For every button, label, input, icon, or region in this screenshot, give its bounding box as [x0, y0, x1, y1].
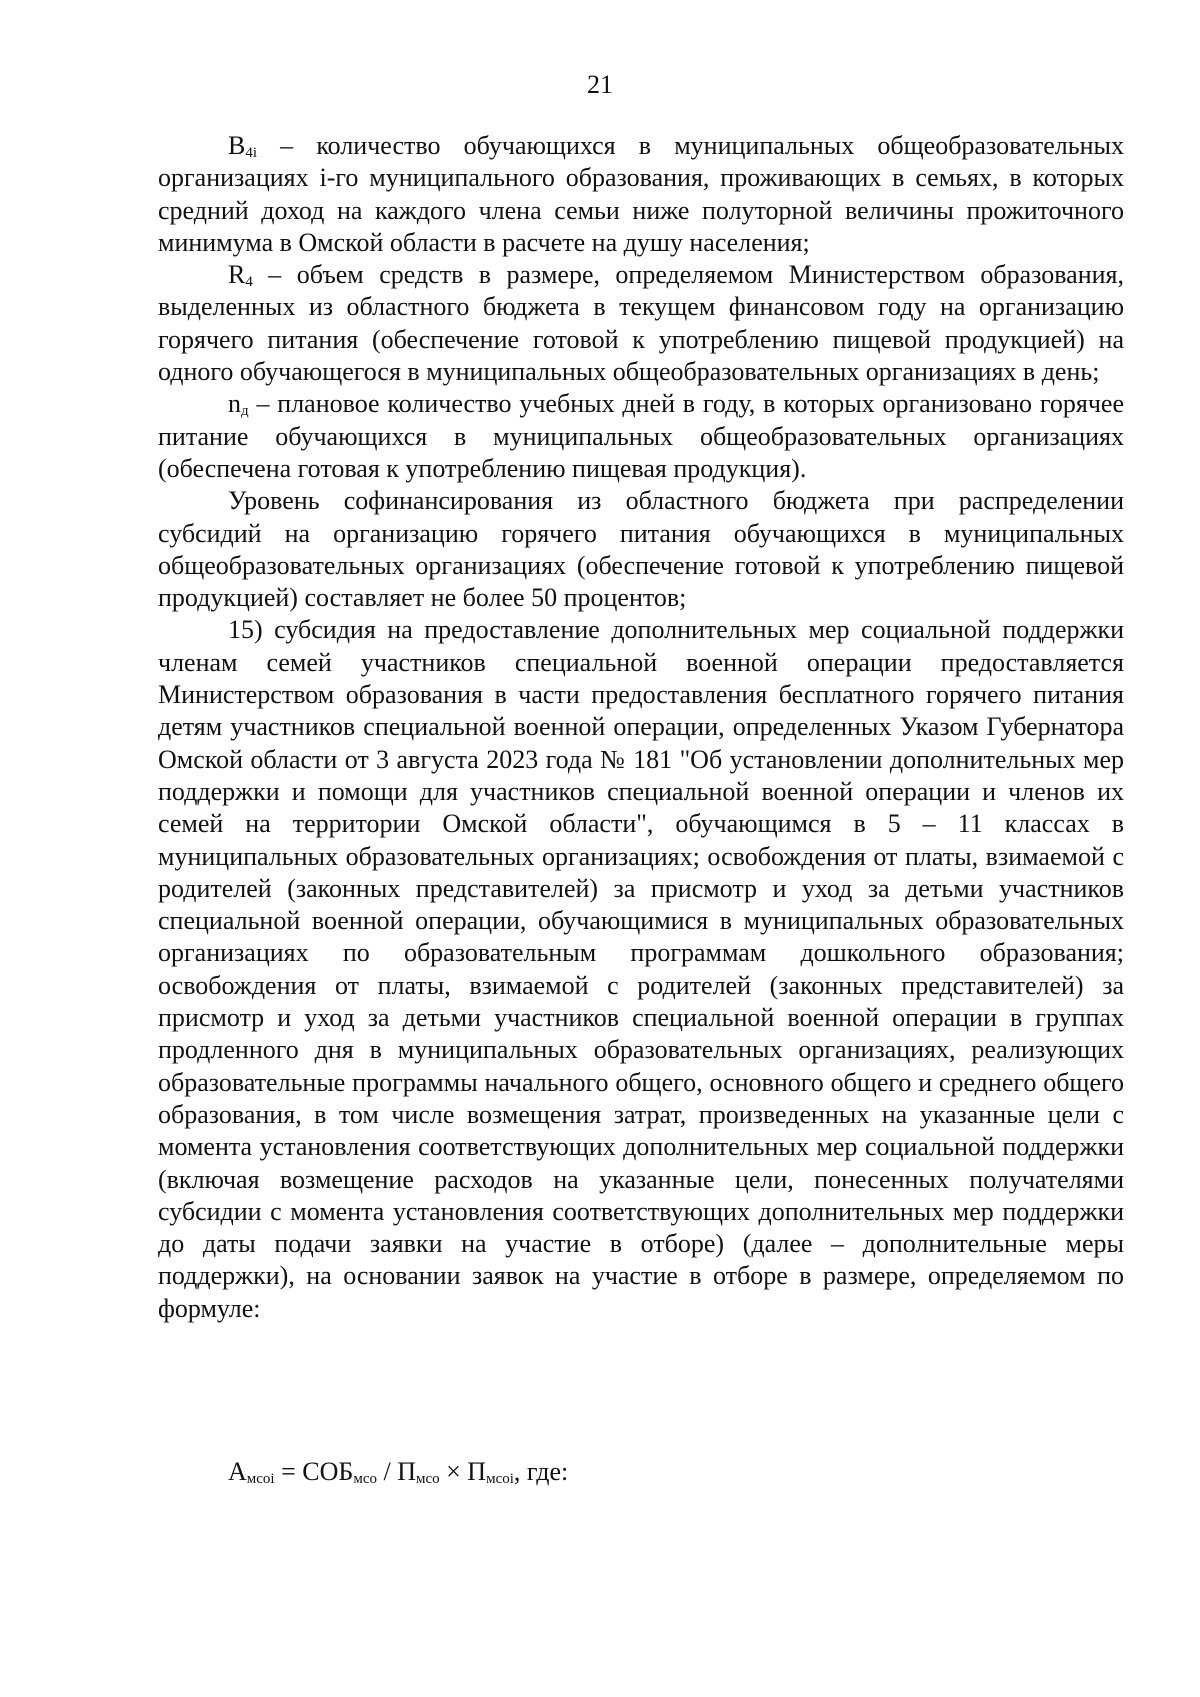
symbol-b: B: [228, 131, 246, 160]
formula-equals-sob: = СОБ: [274, 1457, 354, 1486]
formula-tail: , где:: [513, 1457, 569, 1486]
paragraph-nd-definition: [158, 388, 1124, 485]
page-number: 21: [587, 70, 613, 99]
symbol-b-subscript: 4i: [245, 145, 258, 161]
formula-p-subscript: мсо: [415, 1471, 440, 1487]
formula-a: A: [228, 1457, 247, 1486]
symbol-r-subscript: 4: [245, 274, 253, 291]
formula-divide-p: / П: [376, 1457, 416, 1486]
symbol-n: n: [228, 389, 241, 419]
formula: [228, 1456, 568, 1488]
paragraph-r4-text: – объем средств в размере, определяемом Министерством образования, выделенных из областного бюджета в текущем финансовом году на организацию горячего питания (обеспечение готовой к употреблению пищевой продукцией) на одного обучающегося в муниципальных общеобразовательных организациях в день;: [158, 260, 1124, 387]
symbol-n-subscript: д: [241, 403, 249, 420]
paragraph-r4-definition: [158, 259, 1124, 388]
formula-a-subscript: мсоi: [246, 1471, 275, 1487]
document-body: [158, 130, 1124, 1325]
paragraph-nd-text: – плановое количество учебных дней в году, в которых организовано горячее питание обучающихся в муниципальных общеобразовательных организациях (обеспечена готовая к употреблению пищевая продукция).: [158, 389, 1124, 483]
formula-multiply-p: × П: [439, 1457, 487, 1486]
formula-pi-subscript: мсоi: [486, 1471, 514, 1487]
paragraph-b4i-definition: [158, 130, 1124, 259]
formula-sob-subscript: мсо: [353, 1471, 377, 1487]
symbol-r: R: [228, 260, 246, 290]
paragraph-b4i-text: – количество обучающихся в муниципальных общеобразовательных организациях i-го муниципального образования, проживающих в семьях, в которых средний доход на каждого члена семьи ниже полуторной величины прожиточного минимума в Омской области в расчете на душу населения;: [158, 131, 1124, 257]
paragraph-item-15: 15) субсидия на предоставление дополнительных мер социальной поддержки членам семей участников специальной военной операции предоставляется Министерством образования в части предоставления бесплатного горячего питания детям участников специальной военной операции, определенных Указом Губернатора Омской области от 3 августа 2023 года № 181 "Об установлении дополнительных мер поддержки и помощи для участников специальной военной операции и членов их семей на территории Омской области", обучающимся в 5 – 11 классах в муниципальных образовательных организациях; освобождения от платы, взимаемой с родителей (законных представителей) за присмотр и уход за детьми участников специальной военной операции, обучающимися в муниципальных образовательных организациях по образовательным программам дошкольного образования; освобождения от платы, взимаемой с родителей (законных представителей) за присмотр и уход за детьми участников специальной военной операции в группах продленного дня в муниципальных образовательных организациях, реализующих образовательные программы начального общего, основного общего и среднего общего образования, в том числе возмещения затрат, произведенных на указанные цели с момента установления соответствующих дополнительных мер социальной поддержки (включая возмещение расходов на указанные цели, понесенных получателями субсидии с момента установления соответствующих дополнительных мер поддержки до даты подачи заявки на участие в отборе) (далее – дополнительные меры поддержки), на основании заявок на участие в отборе в размере, определяемом по формуле:: [158, 615, 1124, 1323]
paragraph-cofinancing: Уровень софинансирования из областного бюджета при распределении субсидий на организацию горячего питания обучающихся в муниципальных общеобразовательных организациях (обеспечение готовой к употреблению пищевой продукцией) составляет не более 50 процентов;: [158, 486, 1124, 613]
